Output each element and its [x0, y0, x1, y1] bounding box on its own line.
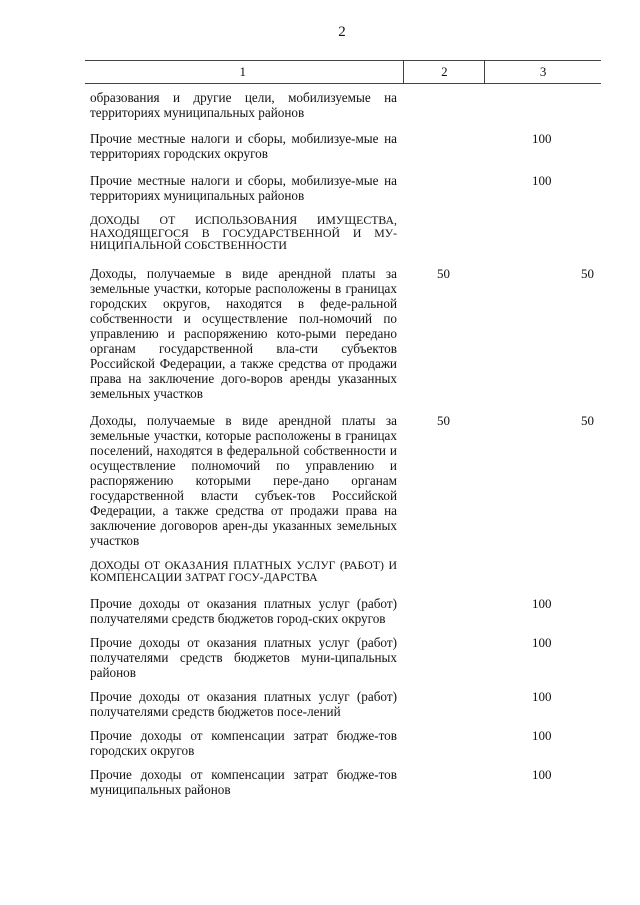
- row-text: Прочие доходы от оказания платных услуг (работ) получателями средств бюджетов муни-ципальных районов: [90, 634, 397, 680]
- table-row: [85, 131, 601, 161]
- row-value-col3: 100: [532, 688, 552, 704]
- table-row: [85, 266, 601, 401]
- row-text: Прочие доходы от компенсации затрат бюдже-тов муниципальных районов: [90, 766, 397, 797]
- row-value-col3: 100: [532, 173, 552, 188]
- row-value-col4: 50: [581, 265, 594, 281]
- row-value-col3: 100: [532, 131, 552, 146]
- section-heading: ДОХОДЫ ОТ ИСПОЛЬЗОВАНИЯ ИМУЩЕСТВА, НАХОДЯЩЕГОСЯ В ГОСУДАРСТВЕННОЙ И МУ-НИЦИПАЛЬНОЙ СОБСТВЕННОСТИ: [90, 213, 397, 252]
- table-row: [85, 413, 601, 548]
- revenue-table: [85, 60, 601, 797]
- table-row: [85, 728, 601, 758]
- row-value-col3: 100: [532, 727, 552, 743]
- table-row: [85, 689, 601, 719]
- row-value-col2: 50: [437, 265, 450, 281]
- table-header: [85, 60, 601, 84]
- row-text: Прочие доходы от оказания платных услуг (работ) получателями средств бюджетов посе-лений: [90, 688, 397, 719]
- table-row: [85, 767, 601, 797]
- row-text: образования и другие цели, мобилизуемые на территориях муниципальных районов: [90, 90, 397, 120]
- row-text: Прочие местные налоги и сборы, мобилизуе-мые на территориях городских округов: [90, 131, 397, 161]
- section-heading-row: [85, 559, 601, 584]
- table-row: [85, 173, 601, 203]
- row-text: Прочие доходы от оказания платных услуг (работ) получателями средств бюджетов город-ских округов: [90, 595, 397, 626]
- page-number: 2: [338, 24, 346, 40]
- row-value-col3: 100: [532, 595, 552, 611]
- row-text: Доходы, получаемые в виде арендной платы за земельные участки, которые расположены в границах поселений, находятся в федеральной собственности и осуществление полномочий по управлению и распоряжению которыми пере-дано органам государственной власти субъек-тов Российской Федерации, а также средства от продажи права на заключение договоров арен-ды указанных земельных участков: [90, 412, 397, 548]
- row-value-col3: 100: [532, 766, 552, 782]
- section-heading: ДОХОДЫ ОТ ОКАЗАНИЯ ПЛАТНЫХ УСЛУГ (РАБОТ) И КОМПЕНСАЦИИ ЗАТРАТ ГОСУ-ДАРСТВА: [90, 557, 397, 584]
- section-heading-row: [85, 214, 601, 252]
- row-text: Доходы, получаемые в виде арендной платы за земельные участки, которые расположены в границах городских округов, находятся в феде-ральной собственности и осуществление пол-номочий по управлению и распоряжению кото-рыми передано органам государственной вла-сти субъектов Российской Федерации, а также средства от продажи права на заключение дого-воров аренды указанных земельных участков: [90, 265, 397, 401]
- table-row: [85, 90, 601, 120]
- header-col-1: 1: [85, 61, 404, 83]
- row-value-col3: 100: [532, 634, 552, 650]
- table-row: [85, 596, 601, 626]
- row-text: Прочие местные налоги и сборы, мобилизуе-мые на территориях муниципальных районов: [90, 173, 397, 203]
- row-value-col4: 50: [581, 412, 594, 428]
- header-col-3: 3: [539, 64, 547, 79]
- header-col-2: 2: [404, 61, 485, 83]
- table-row: [85, 635, 601, 680]
- row-value-col2: 50: [437, 412, 450, 428]
- row-text: Прочие доходы от компенсации затрат бюдже-тов городских округов: [90, 727, 397, 758]
